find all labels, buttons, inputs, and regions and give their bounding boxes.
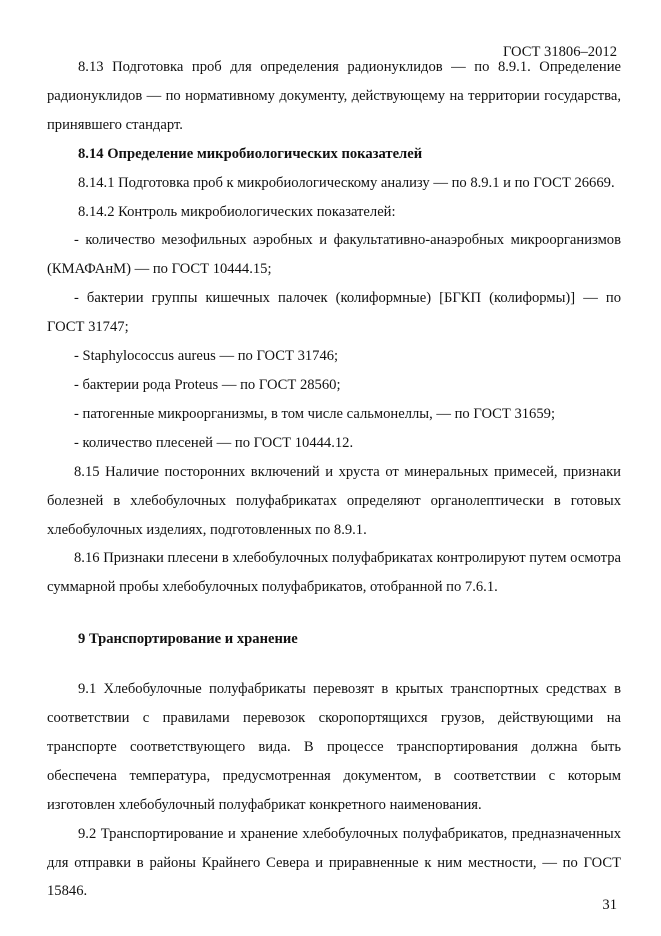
- page-number: 31: [602, 897, 617, 913]
- paragraph-9-2: 9.2 Транспортирование и хранение хлебобулочных полуфабрикатов, предназначенных для отправки в районы Крайнего Севера и приравненные к ним местности, — по ГОСТ 15846.: [47, 825, 621, 900]
- list-item-bgkp: - бактерии группы кишечных палочек (колиформные) [БГКП (колиформы)] — по ГОСТ 31747;: [47, 290, 621, 336]
- paragraph-8-15: 8.15 Наличие посторонних включений и хруста от минеральных примесей, признаки болезней в хлебобулочных полуфабрикатах определяют органолептически в готовых хлебобулочных изделиях, подготовленных по 8.9.1.: [47, 463, 621, 538]
- list-item-staphylococcus: - Staphylococcus aureus — по ГОСТ 31746;: [74, 348, 339, 365]
- paragraph-8-13: 8.13 Подготовка проб для определения радионуклидов — по 8.9.1. Определение радионуклидов — по нормативному документу, действующему на территории государства, принявшего стандарт.: [47, 59, 621, 133]
- paragraph-8-16: 8.16 Признаки плесени в хлебобулочных полуфабрикатах контролируют путем осмотра суммарной пробы хлебобулочных полуфабрикатов, отобранной по 7.6.1.: [47, 550, 621, 596]
- list-item-kmafanm: - количество мезофильных аэробных и факультативно-анаэробных микроорганизмов (КМАФАнМ) — по ГОСТ 10444.15;: [47, 232, 621, 278]
- heading-section-9: 9 Транспортирование и хранение: [78, 631, 298, 648]
- document-body: [47, 53, 621, 906]
- paragraph-8-14-2: 8.14.2 Контроль микробиологических показателей:: [78, 203, 396, 220]
- paragraph-9-1: 9.1 Хлебобулочные полуфабрикаты перевозят в крытых транспортных средствах в соответствии с правилами перевозок скоропортящихся грузов, действующими на транспорте соответствующего вида. В процессе транспортирования должна быть обеспечена температура, предусмотренная документом, в соответствии с которым изготовлен хлебобулочный полуфабрикат конкретного наименования.: [47, 681, 621, 813]
- heading-8-14: 8.14 Определение микробиологических показателей: [78, 145, 423, 162]
- list-item-molds: - количество плесеней — по ГОСТ 10444.12.: [74, 434, 354, 451]
- page-header-doc-number: ГОСТ 31806–2012: [502, 44, 617, 60]
- list-item-pathogens: - патогенные микроорганизмы, в том числе сальмонеллы, — по ГОСТ 31659;: [74, 405, 555, 422]
- paragraph-8-14-1: 8.14.1 Подготовка проб к микробиологическому анализу — по 8.9.1 и по ГОСТ 26669.: [78, 174, 615, 191]
- list-item-proteus: - бактерии рода Proteus — по ГОСТ 28560;: [74, 376, 341, 393]
